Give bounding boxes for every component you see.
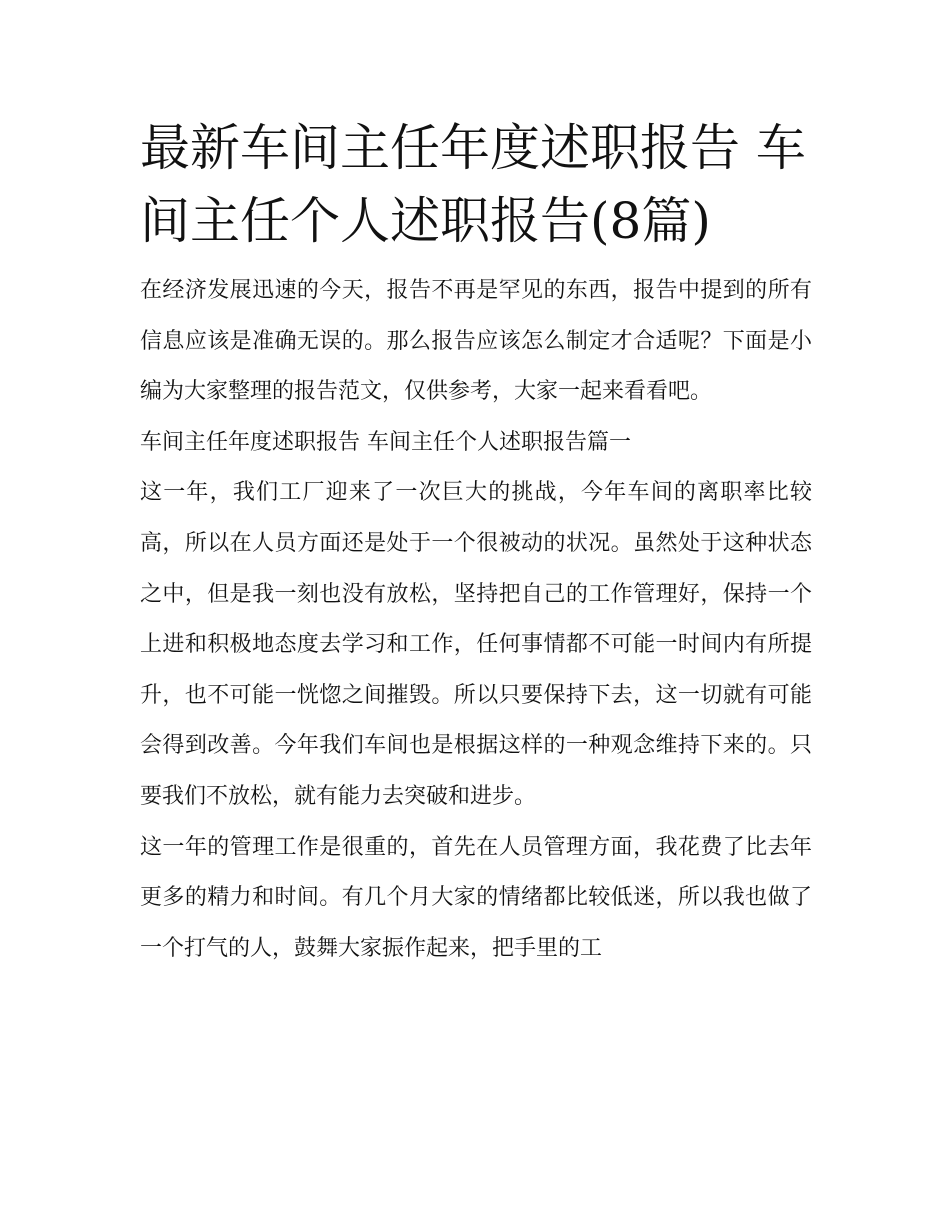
document-title: 最新车间主任年度述职报告 车间主任个人述职报告(8篇) — [140, 119, 806, 250]
body-paragraph-2: 这一年的管理工作是很重的，首先在人员管理方面，我花费了比去年更多的精力和时间。有几个月大家的情绪都比较低迷，所以我也做了一个打气的人，鼓舞大家振作起来，把手里的工 — [140, 834, 812, 961]
intro-paragraph: 在经济发展迅速的今天，报告不再是罕见的东西，报告中提到的所有信息应该是准确无误的。那么报告应该怎么制定才合适呢？下面是小编为大家整理的报告范文，仅供参考，大家一起来看看吧。 — [140, 278, 812, 405]
document-page — [140, 112, 812, 974]
body-paragraph-1: 这一年，我们工厂迎来了一次巨大的挑战，今年车间的离职率比较高，所以在人员方面还是处于一个很被动的状况。虽然处于这种状态之中，但是我一刻也没有放松，坚持把自己的工作管理好，保持一个上进和积极地态度去学习和工作，任何事情都不可能一时间内有所提升，也不可能一恍惚之间摧毁。所以只要保持下去，这一切就有可能会得到改善。今年我们车间也是根据这样的一种观念维持下来的。只要我们不放松，就有能力去突破和进步。 — [140, 480, 812, 809]
section-heading: 车间主任年度述职报告 车间主任个人述职报告篇一 — [140, 429, 631, 455]
